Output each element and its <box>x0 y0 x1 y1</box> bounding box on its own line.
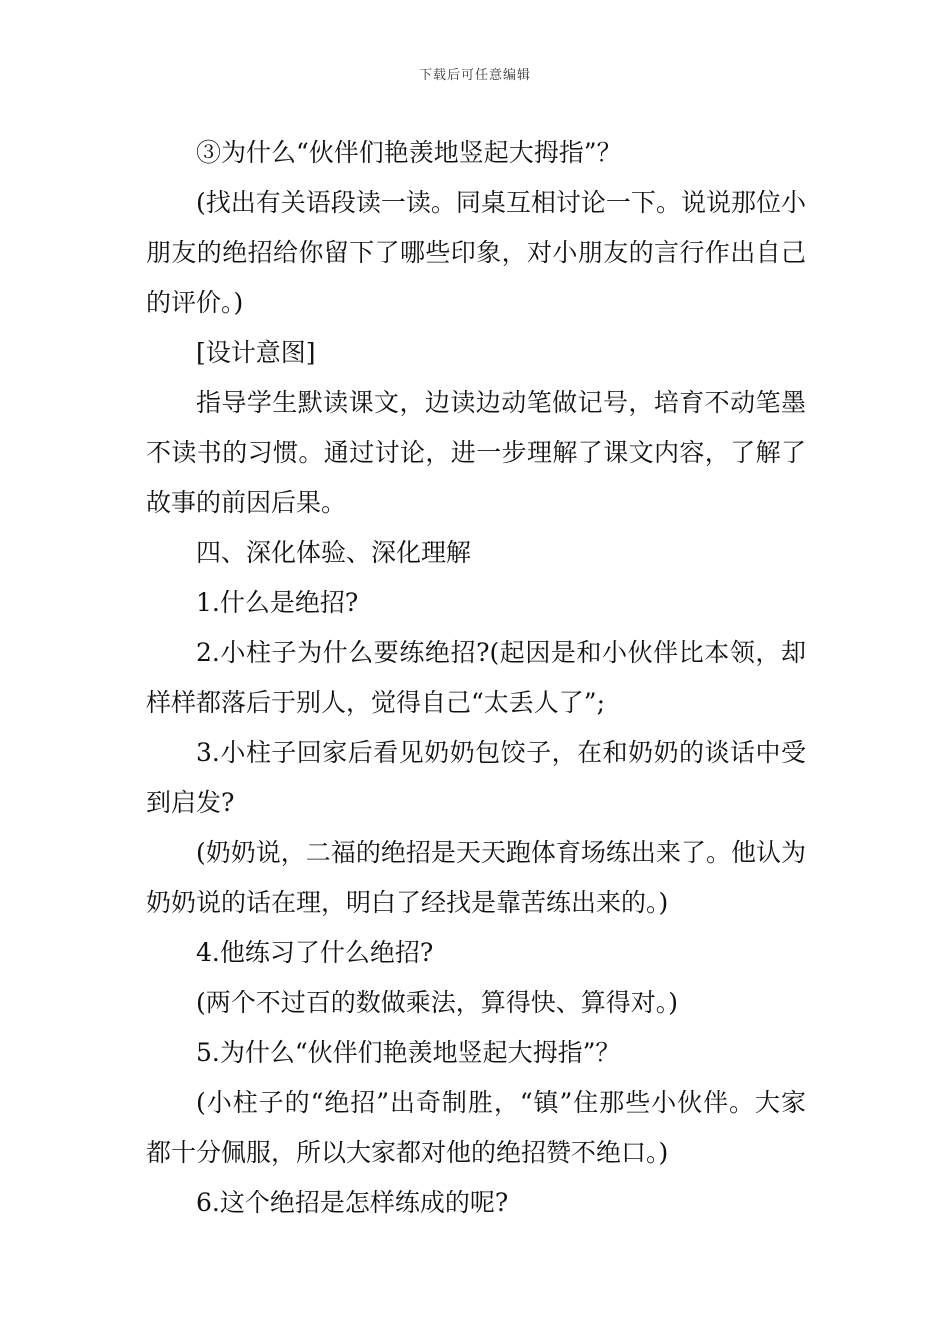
paragraph-question-3: ③为什么“伙伴们艳羡地竖起大拇指”？ <box>196 138 622 167</box>
paragraph-design-intent-heading: [设计意图] <box>196 338 316 367</box>
section-heading: 四、深化体验、深化理解 <box>196 538 472 567</box>
question-1: 1.什么是绝招? <box>196 588 359 617</box>
answer-3: (奶奶说，二福的绝招是天天跑体育场练出来了。他认为奶奶说的话在理，明白了经找是靠苦练出来的。) <box>146 838 806 917</box>
question-2: 2.小柱子为什么要练绝招?(起因是和小伙伴比本领，却样样都落后于别人，觉得自己“太丢人了”; <box>146 638 806 717</box>
answer-5: (小柱子的“绝招”出奇制胜，“镇”住那些小伙伴。大家都十分佩服，所以大家都对他的绝招赞不绝口。) <box>146 1088 806 1167</box>
paragraph-design-intent: 指导学生默读课文，边读边动笔做记号，培育不动笔墨不读书的习惯。通过讨论，进一步理解了课文内容，了解了故事的前因后果。 <box>146 388 806 517</box>
page-header: 下载后可任意编辑 <box>418 68 531 83</box>
question-5: 5.为什么“伙伴们艳羡地竖起大拇指”？ <box>196 1038 621 1067</box>
paragraph-instruction: (找出有关语段读一读。同桌互相讨论一下。说说那位小朋友的绝招给你留下了哪些印象，对小朋友的言行作出自己的评价。) <box>146 188 806 317</box>
question-6: 6.这个绝招是怎样练成的呢? <box>196 1188 509 1217</box>
answer-4: (两个不过百的数做乘法，算得快、算得对。) <box>196 988 679 1017</box>
question-4: 4.他练习了什么绝招? <box>196 938 434 967</box>
question-3: 3.小柱子回家后看见奶奶包饺子，在和奶奶的谈话中受到启发? <box>146 738 806 817</box>
document-body <box>146 128 806 1228</box>
